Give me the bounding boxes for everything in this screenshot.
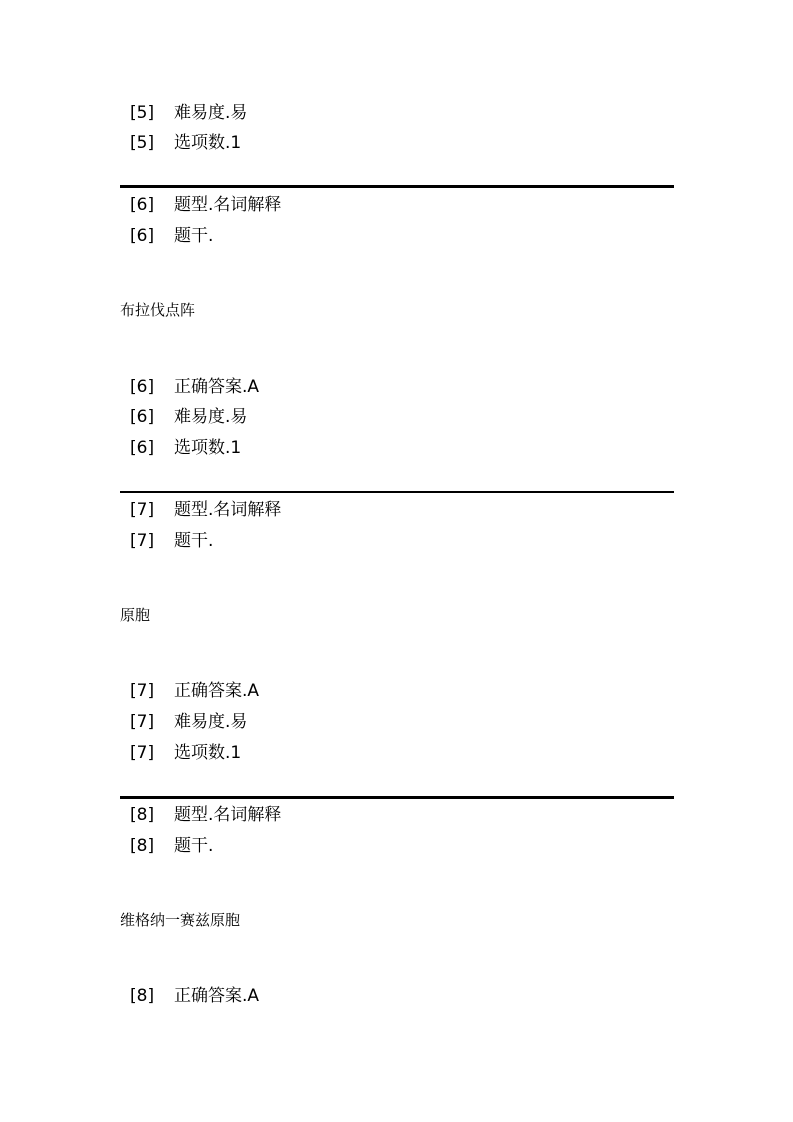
meta-text: 难易度.易 — [174, 407, 248, 427]
question-number: [7] — [130, 531, 155, 551]
meta-text: 难易度.易 — [174, 103, 248, 123]
question-number: [6] — [130, 226, 155, 246]
question-number: [7] — [130, 743, 155, 763]
question-number: [8] — [130, 805, 155, 825]
meta-text: 题型.名词解释 — [174, 805, 282, 825]
question-divider — [120, 491, 674, 493]
meta-line — [130, 224, 213, 248]
question-number: [5] — [130, 103, 155, 123]
meta-line — [130, 131, 241, 155]
question-term: 维格纳一赛兹原胞 — [120, 911, 241, 929]
question-divider — [120, 185, 674, 188]
meta-line — [130, 984, 259, 1008]
question-number: [6] — [130, 377, 155, 397]
question-number: [5] — [130, 133, 155, 153]
question-divider — [120, 796, 674, 799]
meta-text: 题型.名词解释 — [174, 500, 282, 520]
question-number: [7] — [130, 681, 155, 701]
meta-line — [130, 710, 247, 734]
meta-line — [130, 529, 213, 553]
question-number: [6] — [130, 407, 155, 427]
meta-line — [130, 101, 247, 125]
meta-text: 难易度.易 — [174, 712, 248, 732]
question-number: [6] — [130, 438, 155, 458]
meta-text: 选项数.1 — [174, 438, 242, 458]
meta-text: 正确答案.A — [174, 986, 260, 1006]
question-number: [8] — [130, 836, 155, 856]
meta-line — [130, 193, 281, 217]
meta-text: 题型.名词解释 — [174, 195, 282, 215]
meta-text: 题干. — [174, 531, 214, 551]
meta-line — [130, 436, 241, 460]
meta-line — [130, 834, 213, 858]
question-number: [6] — [130, 195, 155, 215]
question-term: 原胞 — [120, 606, 151, 624]
meta-line — [130, 375, 259, 399]
question-number: [7] — [130, 500, 155, 520]
meta-text: 正确答案.A — [174, 681, 260, 701]
meta-line — [130, 498, 281, 522]
question-number: [8] — [130, 986, 155, 1006]
meta-text: 题干. — [174, 836, 214, 856]
meta-text: 题干. — [174, 226, 214, 246]
meta-text: 选项数.1 — [174, 743, 242, 763]
meta-text: 正确答案.A — [174, 377, 260, 397]
meta-line — [130, 741, 241, 765]
meta-line — [130, 679, 259, 703]
meta-line — [130, 803, 281, 827]
meta-text: 选项数.1 — [174, 133, 242, 153]
question-term: 布拉伐点阵 — [120, 301, 196, 319]
meta-line — [130, 405, 247, 429]
question-number: [7] — [130, 712, 155, 732]
